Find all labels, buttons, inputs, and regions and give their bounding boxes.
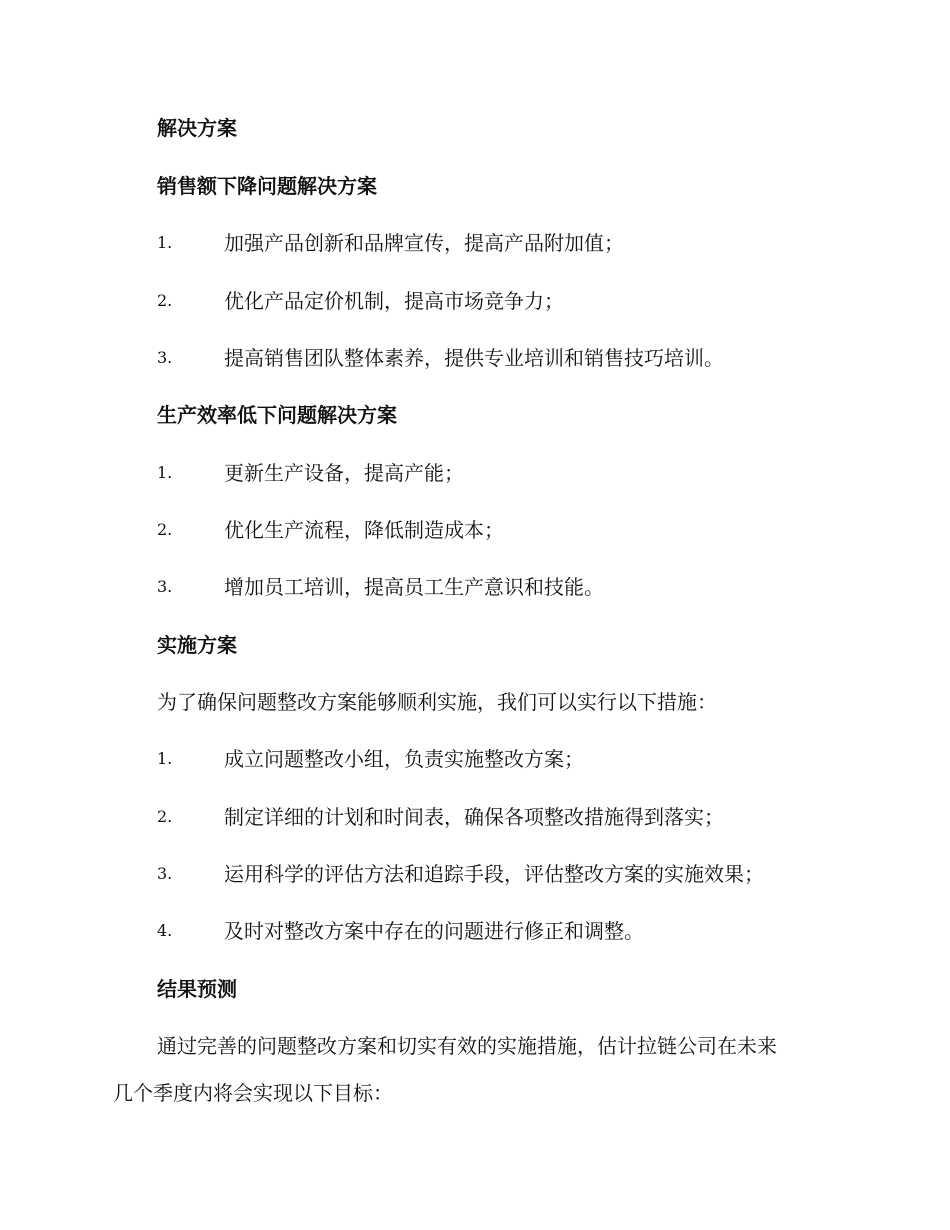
list-item-number: 3. — [157, 348, 173, 367]
list-item — [0, 338, 950, 378]
list-item-text: 提高销售团队整体素养，提供专业培训和销售技巧培训。 — [224, 346, 724, 370]
list-item — [0, 567, 950, 607]
subheading-sales-decline: 销售额下降问题解决方案 — [157, 174, 377, 198]
list-item-text: 运用科学的评估方法和追踪手段，评估整改方案的实施效果； — [224, 862, 764, 886]
list-item — [0, 739, 950, 779]
list-item-number: 1. — [157, 749, 173, 768]
list-item-text: 加强产品创新和品牌宣传，提高产品附加值； — [224, 231, 624, 255]
list-item-number: 3. — [157, 577, 173, 596]
list-item-text: 增加员工培训，提高员工生产意识和技能。 — [224, 575, 604, 599]
list-item-number: 3. — [157, 864, 173, 883]
implementation-intro: 为了确保问题整改方案能够顺利实施，我们可以实行以下措施： — [157, 690, 717, 714]
list-item — [0, 453, 950, 493]
list-item — [0, 281, 950, 321]
list-item — [0, 854, 950, 894]
prediction-paragraph-line-1: 通过完善的问题整改方案和切实有效的实施措施，估计拉链公司在未来 — [157, 1034, 777, 1058]
section-heading-implementation: 实施方案 — [157, 633, 237, 657]
list-item-number: 1. — [157, 233, 173, 252]
list-item-number: 2. — [157, 291, 173, 310]
section-heading-prediction: 结果预测 — [157, 977, 237, 1001]
list-item-text: 优化产品定价机制，提高市场竞争力； — [224, 289, 564, 313]
section-heading-solutions: 解决方案 — [157, 116, 237, 140]
list-item-text: 更新生产设备，提高产能； — [224, 461, 464, 485]
list-item-text: 及时对整改方案中存在的问题进行修正和调整。 — [224, 919, 644, 943]
list-item-number: 2. — [157, 807, 173, 826]
list-item — [0, 510, 950, 550]
list-item — [0, 911, 950, 951]
prediction-paragraph-line-2: 几个季度内将会实现以下目标： — [113, 1081, 393, 1105]
list-item-number: 1. — [157, 463, 173, 482]
list-item — [0, 797, 950, 837]
list-item-number: 2. — [157, 520, 173, 539]
list-item-text: 成立问题整改小组，负责实施整改方案； — [224, 747, 584, 771]
list-item-text: 优化生产流程，降低制造成本； — [224, 518, 504, 542]
list-item — [0, 223, 950, 263]
list-item-text: 制定详细的计划和时间表，确保各项整改措施得到落实； — [224, 805, 724, 829]
subheading-production-efficiency: 生产效率低下问题解决方案 — [157, 403, 397, 427]
list-item-number: 4. — [157, 921, 173, 940]
